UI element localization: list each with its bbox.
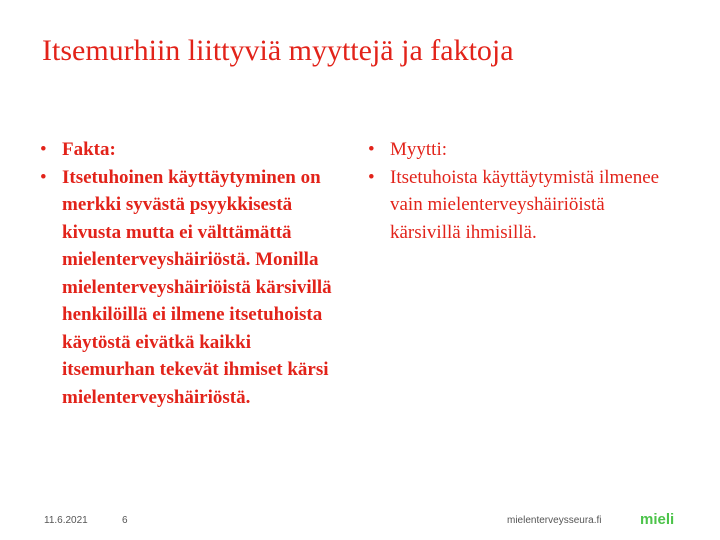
- slide-title: Itsemurhiin liittyviä myyttejä ja faktoja: [42, 34, 514, 67]
- fact-column: [40, 136, 340, 411]
- myth-column: [368, 136, 668, 246]
- mieli-logo: [640, 510, 680, 528]
- page-number: 6: [122, 515, 128, 526]
- fact-heading: Fakta:: [62, 139, 116, 160]
- bullet-icon: •: [368, 166, 375, 188]
- list-item: [40, 136, 340, 164]
- list-item: [40, 164, 340, 412]
- myth-text: Itsetuhoista käyttäytymistä ilmenee vain mielenterveyshäiriöistä kärsivillä ihmisillä.: [390, 166, 660, 243]
- myth-list: [368, 136, 668, 246]
- bullet-icon: •: [40, 139, 47, 160]
- footer-date: 11.6.2021: [44, 515, 88, 526]
- fact-text: Itsetuhoinen käyttäytyminen on merkki syvästä psyykkisestä kivusta mutta ei välttämättä mielenterveyshäiriöstä. Monilla mielenterveyshäiriöistä kärsivillä henkilöillä ei ilmene itsetuhoista käytöstä eivätkä kaikki itsemurhan tekevät ihmiset kärsi mielenterveyshäiriöstä.: [62, 166, 332, 408]
- list-item: [368, 136, 668, 164]
- footer-url: mielenterveysseura.fi: [507, 515, 602, 526]
- list-item: [368, 164, 668, 247]
- bullet-icon: •: [40, 166, 47, 188]
- fact-list: [40, 136, 340, 411]
- bullet-icon: •: [368, 139, 375, 160]
- myth-heading: Myytti:: [390, 139, 448, 160]
- svg-text:mieli: mieli: [640, 511, 675, 528]
